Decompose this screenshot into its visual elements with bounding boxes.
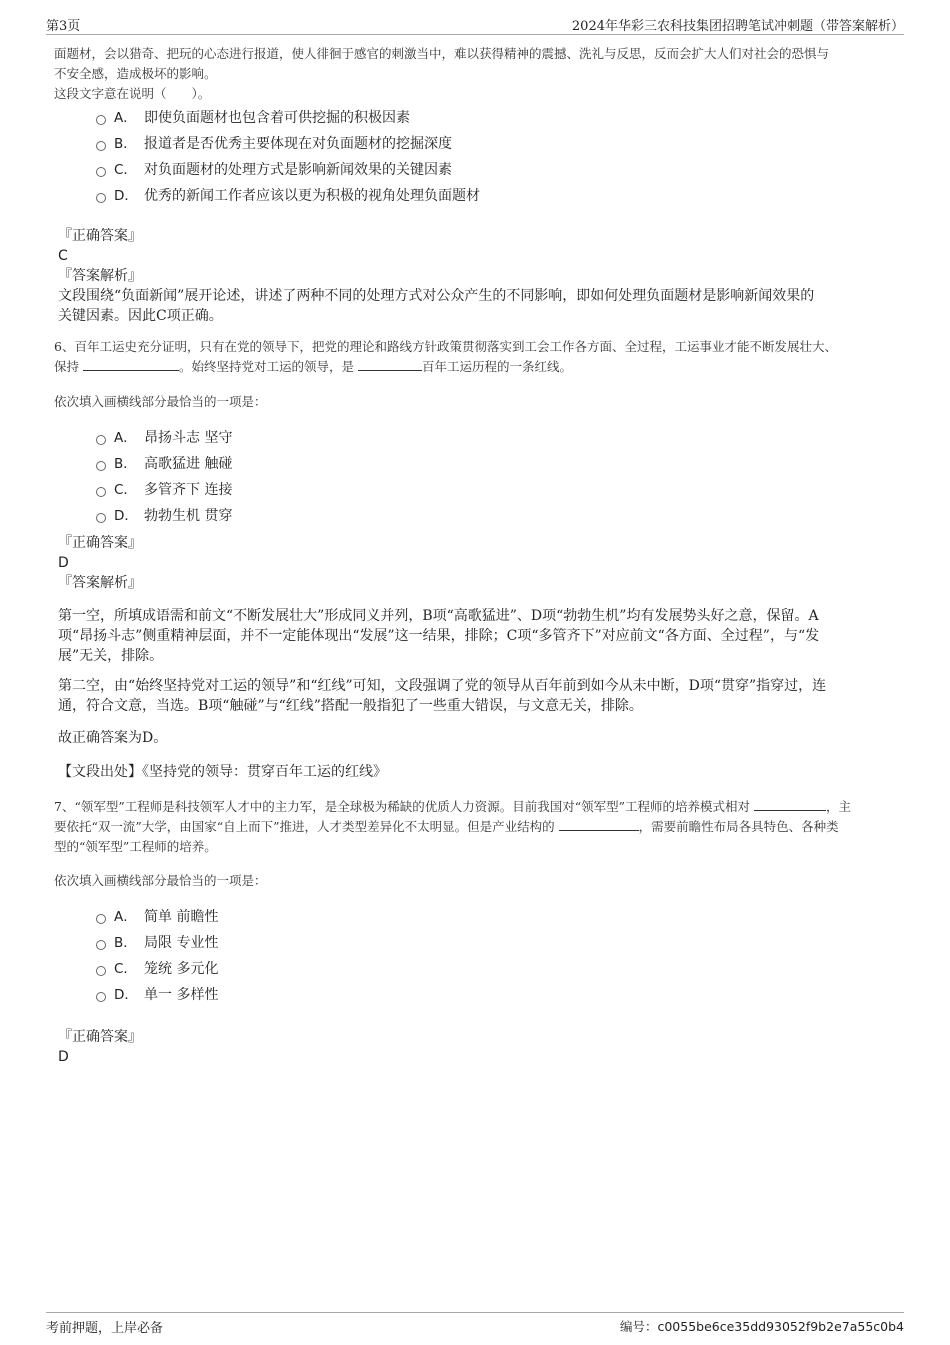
q7-line: 7、“领军型”工程师是科技领军人才中的主力军，是全球极为稀缺的优质人力资源。目前我国对“领军型”工程师的培养模式相对 ，主: [54, 799, 852, 814]
q7-line: 要依托“双一流”大学，由国家“自上而下”推进，人才类型差异化不太明显。但是产业结构的 ，需要前瞻性布局各具特色、各种类: [54, 819, 839, 834]
radio-icon[interactable]: [96, 513, 106, 523]
radio-icon[interactable]: [96, 940, 106, 950]
document-title: 2024年华彩三农科技集团招聘笔试冲刺题（带答案解析）: [571, 19, 904, 34]
analysis-label: 『答案解析』: [58, 268, 142, 284]
radio-icon[interactable]: [96, 193, 106, 203]
radio-icon[interactable]: [96, 141, 106, 151]
q6-conclusion: 故正确答案为D。: [58, 730, 168, 746]
document-code: 编号：c0055be6ce35dd93052f9b2e7a55c0b4: [619, 1319, 904, 1334]
blank: [358, 358, 422, 371]
q6-analysis-para2: 第二空，由“始终坚持党对工运的领导”和“红线”可知，文段强调了党的领导从百年前到如今从未中断，D项“贯穿”指穿过，连 通，符合文意，当选。B项“触碰”与“红线”搭配一般指犯了一些重大错误，与文意无关，排除。: [58, 678, 827, 714]
radio-icon[interactable]: [96, 966, 106, 976]
answer-label: 『正确答案』: [58, 535, 142, 551]
blank: [754, 798, 826, 811]
q5-option-a[interactable]: A． 即使负面题材也包含着可供挖掘的积极因素: [96, 107, 410, 129]
q6-text: [54, 337, 898, 377]
q5-option-d[interactable]: D． 优秀的新闻工作者应该以更为积极的视角处理负面题材: [96, 185, 480, 207]
radio-icon[interactable]: [96, 487, 106, 497]
q7-line: 型的“领军型”工程师的培养。: [54, 839, 217, 854]
analysis-label: 『答案解析』: [58, 575, 142, 591]
q7-option-c[interactable]: C． 笼统 多元化: [96, 958, 218, 980]
radio-icon[interactable]: [96, 461, 106, 471]
answer-value: D: [58, 555, 69, 571]
blank: [559, 818, 639, 831]
q5-option-b[interactable]: B． 报道者是否优秀主要体现在对负面题材的挖掘深度: [96, 133, 452, 155]
analysis-line: 文段围绕“负面新闻”展开论述，讲述了两种不同的处理方式对公众产生的不同影响，即如何处理负面题材是影响新闻效果的: [58, 288, 815, 304]
radio-icon[interactable]: [96, 992, 106, 1002]
q5-text-line: 面题材，会以猎奇、把玩的心态进行报道，使人徘徊于感官的刺激当中，难以获得精神的震撼、洗礼与反思，反而会扩大人们对社会的恐惧与: [54, 46, 830, 61]
q7-option-d[interactable]: D． 单一 多样性: [96, 984, 218, 1006]
q5-prompt: 这段文字意在说明（ ）。: [54, 86, 211, 101]
q5-text: [54, 44, 898, 104]
q6-prompt: 依次填入画横线部分最恰当的一项是：: [54, 394, 267, 409]
answer-value: D: [58, 1049, 69, 1065]
q6-analysis-para1: 第一空，所填成语需和前文“不断发展壮大”形成同义并列，B项“高歌猛进”、D项“勃勃生机”均有发展势头好之意，保留。A 项“昂扬斗志”侧重精神层面，并不一定能体现出“发展”这一结果，排除；C项“多管齐下”对应前文“各方面、全过程”，与“发 展”无关，排除。: [58, 608, 820, 664]
q7-prompt: 依次填入画横线部分最恰当的一项是：: [54, 873, 267, 888]
analysis-line: 关键因素。因此C项正确。: [58, 308, 223, 324]
q5-text-line: 不安全感，造成极坏的影响。: [54, 66, 217, 81]
q7-text: [54, 797, 898, 857]
radio-icon[interactable]: [96, 167, 106, 177]
q7-answer-block: [58, 1027, 890, 1067]
answer-label: 『正确答案』: [58, 1029, 142, 1045]
footer-slogan: 考前押题，上岸必备: [46, 1321, 164, 1336]
page-number: 第3页: [46, 19, 81, 34]
q7-option-a[interactable]: A． 简单 前瞻性: [96, 906, 218, 928]
page-footer: [46, 1312, 904, 1337]
q6-option-a[interactable]: A． 昂扬斗志 坚守: [96, 427, 232, 449]
q6-option-b[interactable]: B． 高歌猛进 触碰: [96, 453, 232, 475]
answer-value: C: [58, 248, 68, 264]
q6-line: 保持 。始终坚持党对工运的领导，是 百年工运历程的一条红线。: [54, 359, 573, 374]
q6-source: 【文段出处】《坚持党的领导：贯穿百年工运的红线》: [58, 764, 387, 780]
q5-option-c[interactable]: C． 对负面题材的处理方式是影响新闻效果的关键因素: [96, 159, 452, 181]
q6-option-d[interactable]: D． 勃勃生机 贯穿: [96, 505, 232, 527]
q6-line: 6、百年工运史充分证明，只有在党的领导下，把党的理论和路线方针政策贯彻落实到工会工作各方面、全过程，工运事业才能不断发展壮大、: [54, 339, 837, 354]
radio-icon[interactable]: [96, 115, 106, 125]
q6-option-c[interactable]: C． 多管齐下 连接: [96, 479, 232, 501]
blank: [83, 358, 179, 371]
q6-answer-block: [58, 533, 890, 593]
q5-answer-block: [58, 226, 890, 326]
radio-icon[interactable]: [96, 914, 106, 924]
page-header: [46, 12, 904, 35]
answer-label: 『正确答案』: [58, 228, 142, 244]
radio-icon[interactable]: [96, 435, 106, 445]
q7-option-b[interactable]: B． 局限 专业性: [96, 932, 218, 954]
